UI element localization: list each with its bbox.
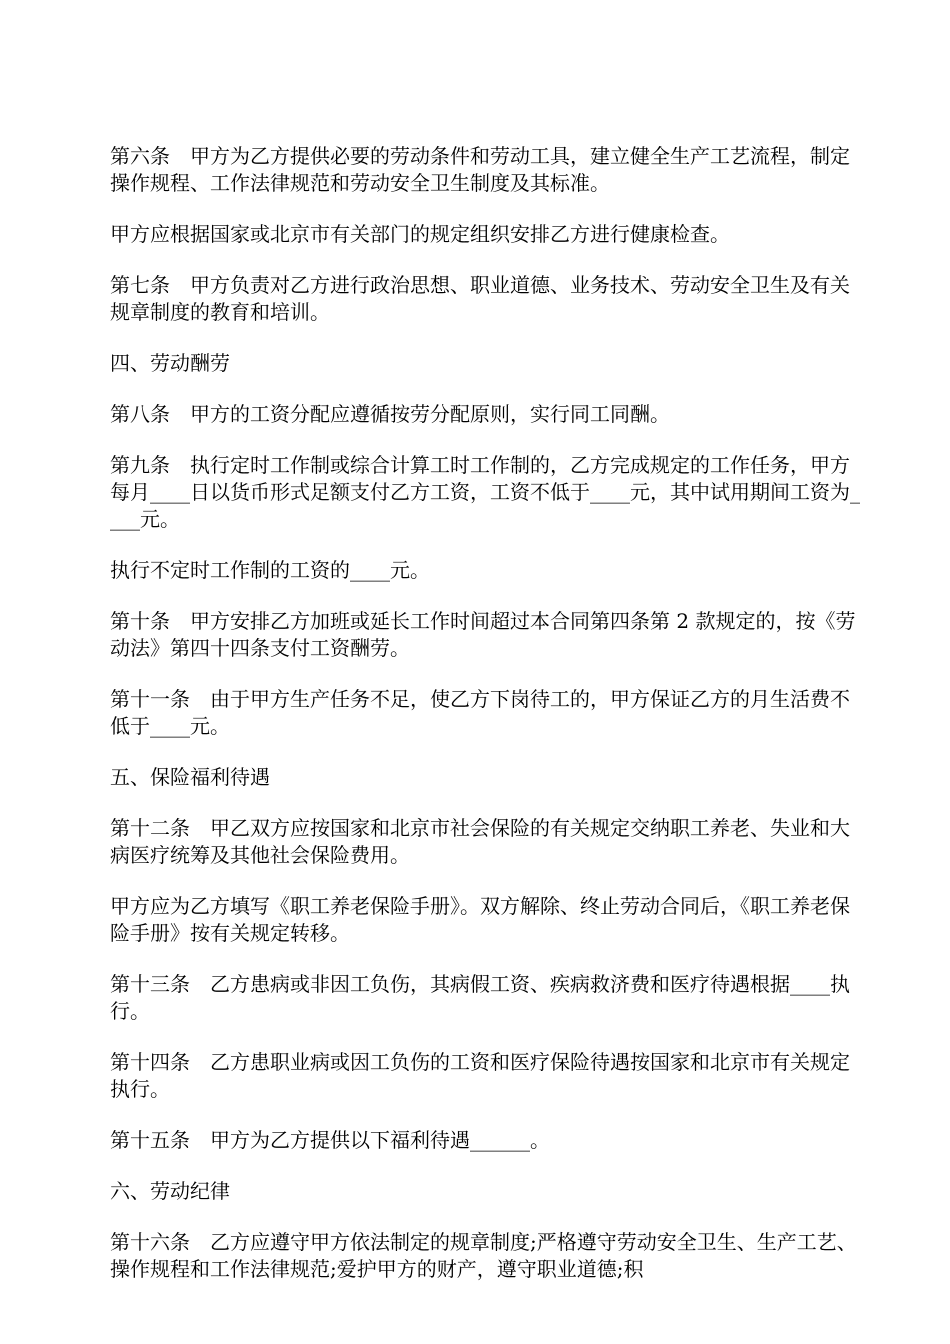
paragraph-article-14: 第十四条 乙方患职业病或因工负伤的工资和医疗保险待遇按国家和北京市有关规定执行。: [110, 1050, 850, 1101]
paragraph-article-8: 第八条 甲方的工资分配应遵循按劳分配原则，实行同工同酬。: [110, 402, 670, 426]
section-heading-remuneration: 四、劳动酬劳: [110, 351, 230, 375]
paragraph-article-6: 第六条 甲方为乙方提供必要的劳动条件和劳动工具，建立健全生产工艺流程，制定操作规程、工作法律规范和劳动安全卫生制度及其标准。: [110, 144, 850, 195]
paragraph-article-13: 第十三条 乙方患病或非因工负伤，其病假工资、疾病救济费和医疗待遇根据____执行。: [110, 972, 850, 1023]
paragraph-article-9: 第九条 执行定时工作制或综合计算工时工作制的，乙方完成规定的工作任务，甲方每月____日以货币形式足额支付乙方工资，工资不低于____元，其中试用期间工资为____元。: [110, 453, 860, 531]
section-heading-insurance-welfare: 五、保险福利待遇: [110, 765, 270, 789]
paragraph-irregular-hours-wage: 执行不定时工作制的工资的____元。: [110, 558, 430, 582]
paragraph-article-11: 第十一条 由于甲方生产任务不足，使乙方下岗待工的，甲方保证乙方的月生活费不低于____元。: [110, 687, 850, 738]
paragraph-health-check: 甲方应根据国家或北京市有关部门的规定组织安排乙方进行健康检查。: [110, 222, 730, 246]
paragraph-article-12: 第十二条 甲乙双方应按国家和北京市社会保险的有关规定交纳职工养老、失业和大病医疗统筹及其他社会保险费用。: [110, 816, 850, 867]
paragraph-pension-handbook: 甲方应为乙方填写《职工养老保险手册》。双方解除、终止劳动合同后，《职工养老保险手册》按有关规定转移。: [110, 894, 850, 945]
paragraph-article-16: 第十六条 乙方应遵守甲方依法制定的规章制度;严格遵守劳动安全卫生、生产工艺、操作规程和工作法律规范;爱护甲方的财产，遵守职业道德;积: [110, 1230, 857, 1281]
section-heading-labor-discipline: 六、劳动纪律: [110, 1179, 230, 1203]
document-body: [110, 143, 860, 1307]
paragraph-article-10: 第十条 甲方安排乙方加班或延长工作时间超过本合同第四条第 2 款规定的，按《劳动法》第四十四条支付工资酬劳。: [110, 609, 856, 660]
paragraph-article-15: 第十五条 甲方为乙方提供以下福利待遇______。: [110, 1128, 550, 1152]
paragraph-article-7: 第七条 甲方负责对乙方进行政治思想、职业道德、业务技术、劳动安全卫生及有关规章制度的教育和培训。: [110, 273, 850, 324]
